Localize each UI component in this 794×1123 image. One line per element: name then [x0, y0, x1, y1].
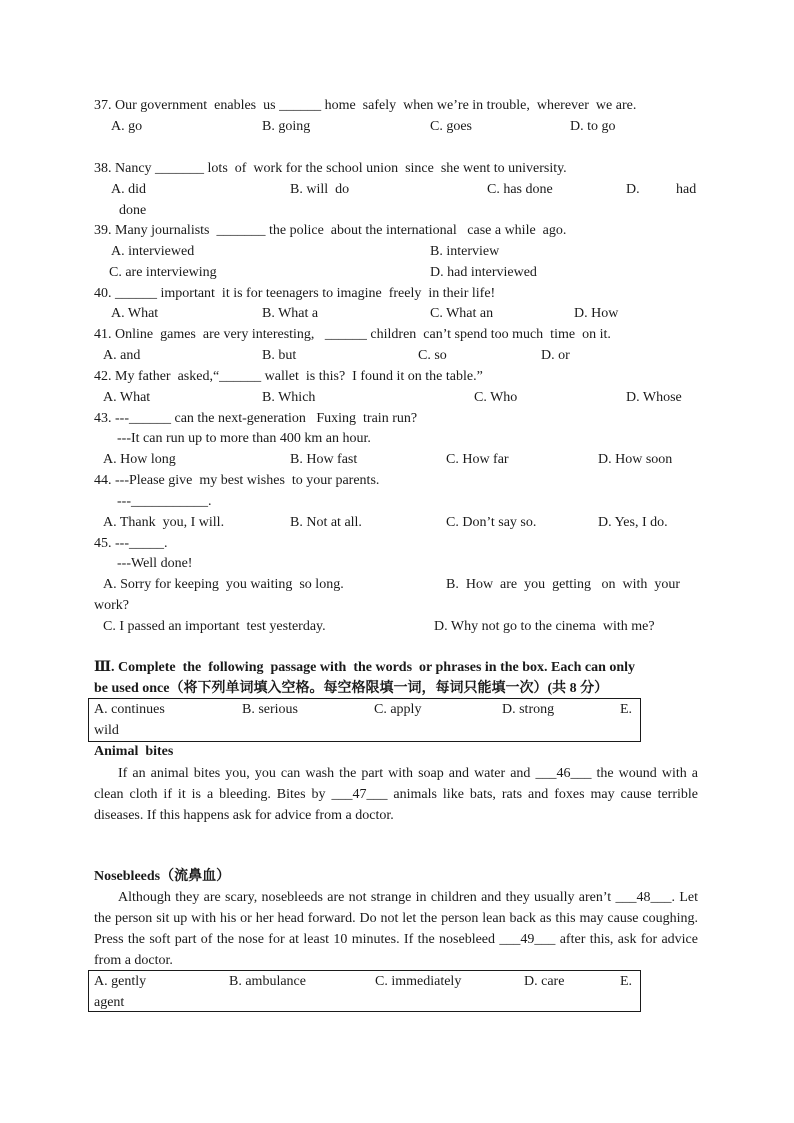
q40-option-d: D. How [574, 306, 619, 321]
q39-option-c: C. are interviewing [109, 265, 217, 280]
box2-option-b: B. ambulance [229, 974, 306, 989]
q37-option-c: C. goes [430, 119, 472, 134]
q38-option-d: D. [626, 182, 640, 197]
question-43-reply: ---It can run up to more than 400 km an hour. [117, 431, 371, 446]
word-box-1 [88, 698, 641, 742]
box1-option-a: A. continues [94, 702, 165, 717]
question-38-stem: 38. Nancy _______ lots of work for the school union since she went to university. [94, 161, 567, 176]
box2-option-e: E. [620, 974, 633, 989]
box2-option-c: C. immediately [375, 974, 462, 989]
passage-1-text: If an animal bites you, you can wash the part with soap and water and ___46___ the wound with a clean cloth if it is a bleeding. Bites by ___47___ animals like bats, rats and foxes may cause terrible diseases. If this happens ask for advice from a doctor. [94, 766, 698, 823]
box2-option-a: A. gently [94, 974, 147, 989]
q41-option-a: A. and [103, 348, 141, 363]
q43-option-c: C. How far [446, 452, 509, 467]
question-41-stem: 41. Online games are very interesting, ______ children can’t spend too much time on it. [94, 327, 611, 342]
q43-option-d: D. How soon [598, 452, 673, 467]
q42-option-d: D. Whose [626, 390, 682, 405]
question-43-stem: 43. ---______ can the next-generation Fuxing train run? [94, 411, 418, 426]
question-44-reply: ---___________. [117, 494, 212, 509]
question-40-stem: 40. ______ important it is for teenagers to imagine freely in their life! [94, 286, 496, 301]
question-39-stem: 39. Many journalists _______ the police about the international case a while ago. [94, 223, 567, 238]
box2-option-d: D. care [524, 974, 565, 989]
passage-1-title: Animal bites [94, 744, 174, 759]
box1-option-d: D. strong [502, 702, 555, 717]
section-3-heading-cont: be used once（将下列单词填入空格。每空格限填一词，每词只能填一次）(共 8 分） [94, 681, 609, 696]
passage-2-title: Nosebleeds（流鼻血） [94, 869, 231, 884]
box2-option-e-word: agent [94, 995, 125, 1010]
q44-option-b: B. Not at all. [290, 515, 362, 530]
q45-option-c: C. I passed an important test yesterday. [103, 619, 326, 634]
box1-option-c: C. apply [374, 702, 422, 717]
box1-option-b: B. serious [242, 702, 298, 717]
box1-option-e: E. [620, 702, 633, 717]
q38-option-d-wrap: done [119, 203, 147, 218]
q40-option-c: C. What an [430, 306, 494, 321]
q45-option-a: A. Sorry for keeping you waiting so long. [103, 577, 344, 592]
q37-option-a: A. go [111, 119, 143, 134]
q41-option-b: B. but [262, 348, 297, 363]
q44-option-c: C. Don’t say so. [446, 515, 537, 530]
passage-1-body [94, 763, 698, 826]
question-37-stem: 37. Our government enables us ______ home safely when we’re in trouble, wherever we are. [94, 98, 637, 113]
question-44-stem: 44. ---Please give my best wishes to your parents. [94, 473, 380, 488]
q39-option-a: A. interviewed [111, 244, 195, 259]
q45-option-d: D. Why not go to the cinema with me? [434, 619, 655, 634]
q41-option-d: D. or [541, 348, 570, 363]
q40-option-b: B. What a [262, 306, 319, 321]
q42-option-a: A. What [103, 390, 151, 405]
q37-option-d: D. to go [570, 119, 616, 134]
q37-option-b: B. going [262, 119, 311, 134]
q42-option-b: B. Which [262, 390, 316, 405]
q45-option-b-wrap: work? [94, 598, 129, 613]
question-45-reply: ---Well done! [117, 556, 193, 571]
q38-option-a: A. did [111, 182, 146, 197]
section-3-heading: Ⅲ. Complete the following passage with the words or phrases in the box. Each can only [94, 660, 636, 675]
q44-option-a: A. Thank you, I will. [103, 515, 225, 530]
q43-option-a: A. How long [103, 452, 176, 467]
q40-option-a: A. What [111, 306, 159, 321]
question-45-stem: 45. ---_____. [94, 536, 168, 551]
q41-option-c: C. so [418, 348, 447, 363]
q38-option-d-word: had [676, 182, 697, 197]
passage-2-body [94, 887, 698, 971]
q44-option-d: D. Yes, I do. [598, 515, 668, 530]
q38-option-b: B. will do [290, 182, 350, 197]
q39-option-b: B. interview [430, 244, 500, 259]
box1-option-e-word: wild [94, 723, 119, 738]
q38-option-c: C. has done [487, 182, 553, 197]
q45-option-b: B. How are you getting on with your [446, 577, 681, 592]
passage-2-text: Although they are scary, nosebleeds are not strange in children and they usually aren’t ___48___. Let the person sit up with his or her head forward. Do not let the person lean back as this may cause coughing. Press the soft part of the nose for at least 10 minutes. If the nosebleed ___49___ after this, ask for advice from a doctor. [94, 890, 698, 968]
q39-option-d: D. had interviewed [430, 265, 537, 280]
q42-option-c: C. Who [474, 390, 518, 405]
question-42-stem: 42. My father asked,“______ wallet is this? I found it on the table.” [94, 369, 483, 384]
q43-option-b: B. How fast [290, 452, 358, 467]
